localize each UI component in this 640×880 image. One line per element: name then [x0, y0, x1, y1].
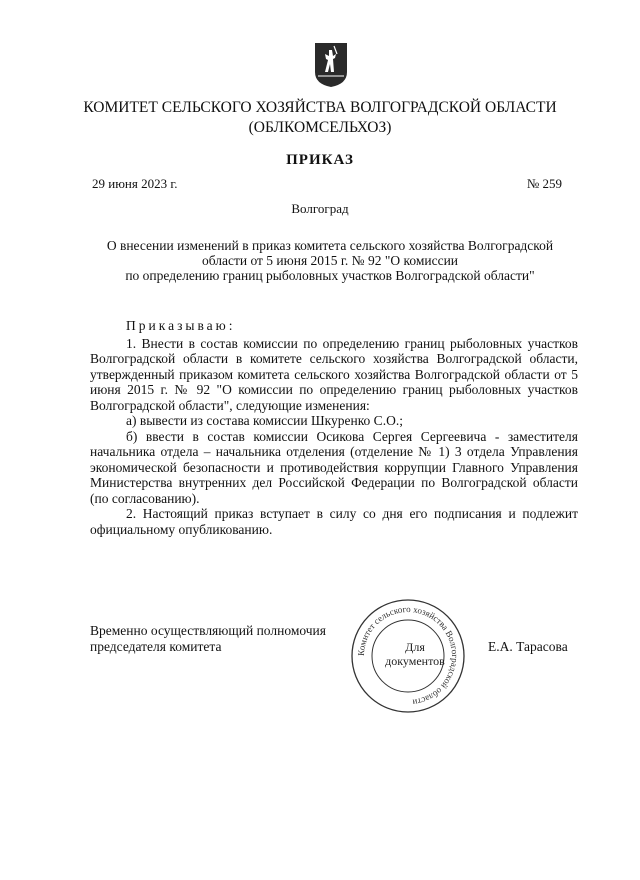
body-paragraph-1a: а) вывести из состава комиссии Шкуренко С.О.; — [126, 413, 403, 428]
signatory-position-line2: председателя комитета — [90, 639, 222, 654]
document-number: № 259 — [526, 176, 562, 191]
org-name-line2: (ОБЛКОМСЕЛЬХОЗ) — [248, 119, 392, 136]
body-paragraph-1b: б) ввести в состав комиссии Осикова Сергея Сергеевича - заместителя начальника отдела – начальника отделения (отделение № 1) 3 отдела Управления экономической безопасности и противодействия коррупции Главного Управления Министерства внутренних дел Российской Федерации по Волгоградской области (по согласованию). — [90, 428, 578, 506]
document-date: 29 июня 2023 г. — [92, 176, 178, 191]
subject-line1: О внесении изменений в приказ комитета сельского хозяйства Волгоградской — [106, 238, 554, 253]
subject-line3: по определению границ рыболовных участков Волгоградской области" — [125, 268, 535, 283]
stamp-ring-text: Комитет сельского хозяйства Волгоградской области — [355, 603, 461, 708]
body-intro: Приказываю: — [126, 318, 236, 333]
signatory-position-line1: Временно осуществляющий полномочия — [90, 623, 326, 638]
document-city: Волгоград — [291, 201, 349, 216]
document-type-title: ПРИКАЗ — [286, 152, 354, 168]
volgograd-emblem-icon — [314, 42, 348, 88]
subject-line2: области от 5 июня 2015 г. № 92 "О комиссии — [201, 253, 459, 268]
organization-name — [60, 98, 580, 138]
stamp-center-line2: документов — [385, 654, 445, 668]
body-paragraph-2: 2. Настоящий приказ вступает в силу со дня его подписания и подлежит официальному опубликованию. — [90, 506, 578, 537]
org-name-line1: КОМИТЕТ СЕЛЬСКОГО ХОЗЯЙСТВА ВОЛГОГРАДСКОЙ ОБЛАСТИ — [83, 99, 557, 116]
signatory-name: Е.А. Тарасова — [488, 639, 568, 654]
document-body — [90, 318, 578, 537]
stamp-center-text — [380, 640, 450, 668]
signatory-position — [90, 623, 360, 655]
stamp-center-line1: Для — [405, 640, 425, 654]
body-paragraph-1: 1. Внести в состав комиссии по определению границ рыболовных участков Волгоградской области в комитете сельского хозяйства Волгоградской области, утвержденный приказом комитета сельского хозяйства Волгоградской области от 5 июня 2015 г. № 92 "О комиссии по определению границ рыболовных участков Волгоградской области", следующие изменения: — [90, 335, 578, 413]
document-subject — [80, 238, 580, 283]
